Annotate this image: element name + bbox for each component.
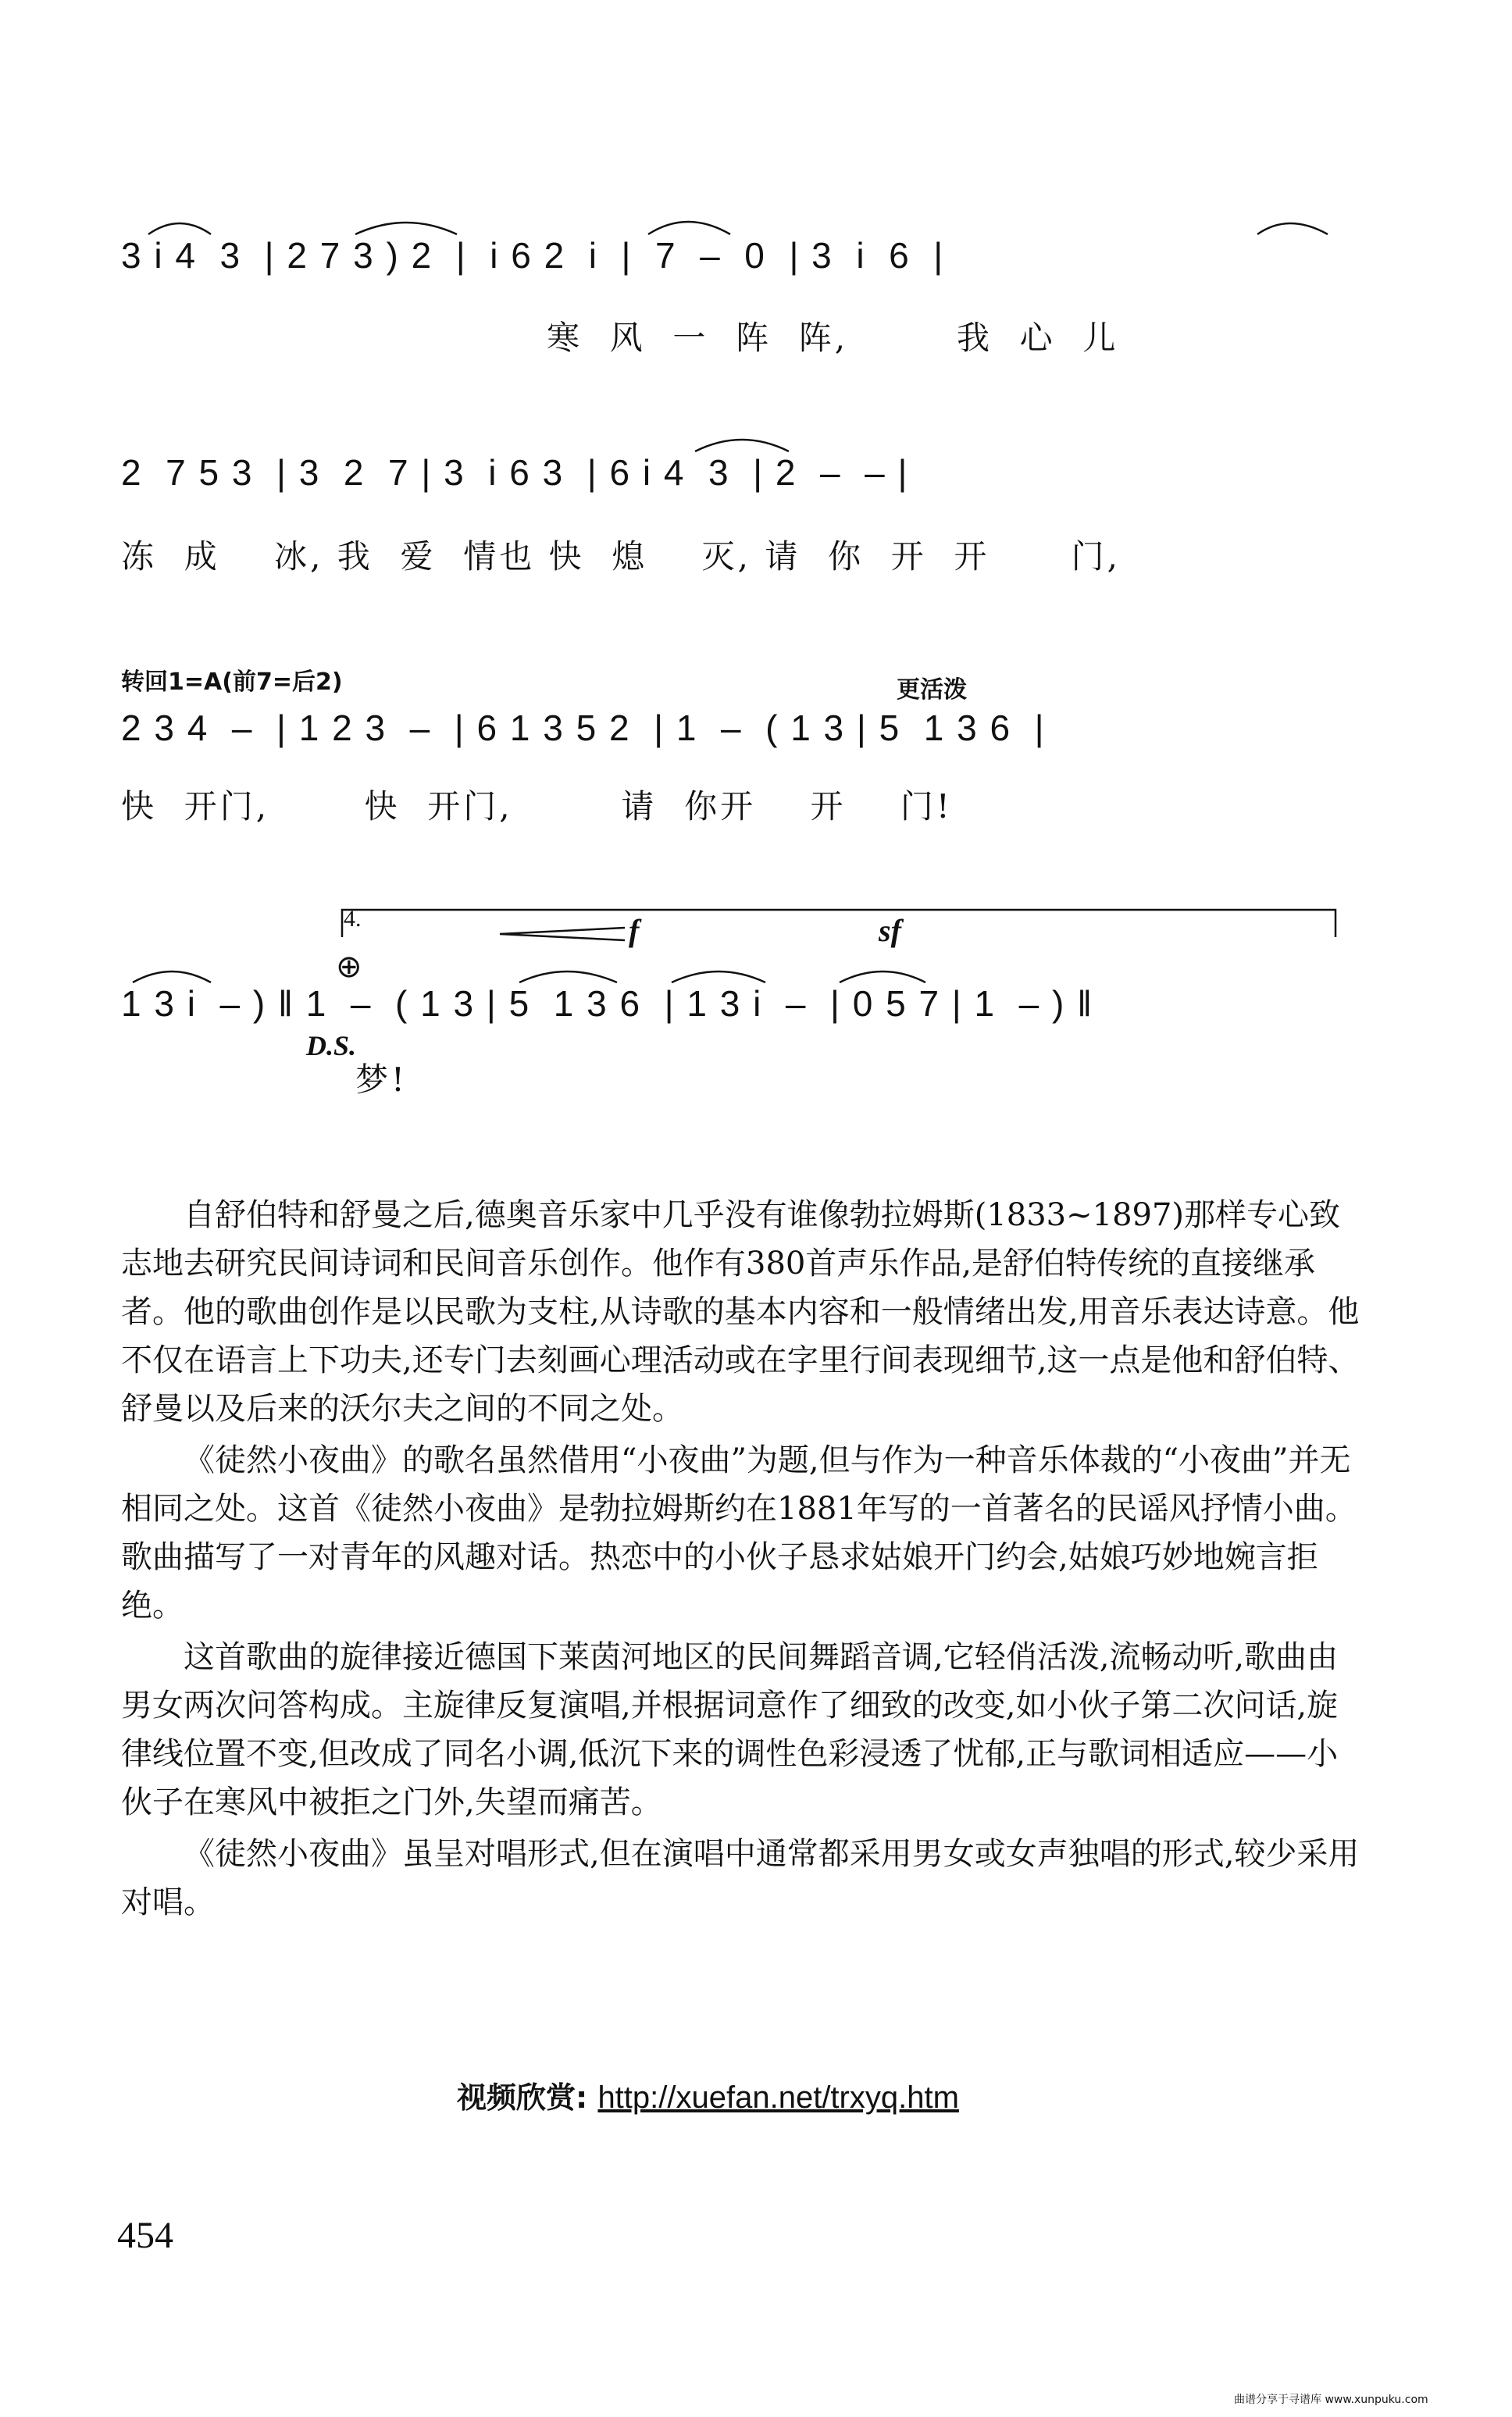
video-label: 视频欣赏: bbox=[457, 2080, 588, 2115]
tempo-marking: 更活泼 bbox=[897, 676, 967, 704]
crescendo-hairpin bbox=[500, 928, 625, 940]
slur bbox=[840, 971, 925, 982]
score-system4-lyrics: 梦! bbox=[355, 1061, 408, 1099]
article-paragraph: 自舒伯特和舒曼之后,德奥音乐家中几乎没有谁像勃拉姆斯(1833~1897)那样专心致志地去研究民间诗词和民间音乐创作。他作有380首声乐作品,是舒伯特传统的直接继承者。他的歌曲创作是以民歌为支柱,从诗歌的基本内容和一般情绪出发,用音乐表达诗意。他不仅在语言上下功夫,还专门去刻画心理活动或在字里行间表现细节,这一点是他和舒伯特、舒曼以及后来的沃尔夫之间的不同之处。 bbox=[121, 1197, 1360, 1427]
score-system1-notes: 3 i 4 3 | 2 7 3 ) 2 | i 6 2 i | 7 – 0 | 3 i 6 | bbox=[121, 235, 945, 276]
article-body bbox=[121, 1191, 1363, 1930]
slur bbox=[148, 223, 211, 234]
article-paragraph: 《徒然小夜曲》虽呈对唱形式,但在演唱中通常都采用男女或女声独唱的形式,较少采用对唱。 bbox=[121, 1836, 1360, 1920]
slur bbox=[355, 223, 457, 234]
volta-number: 4. bbox=[344, 906, 362, 932]
score-system2-lyrics: 冻 成 冰, 我 爱 情也 快 熄 灭, 请 你 开 开 门, bbox=[121, 537, 1121, 576]
slur bbox=[672, 971, 765, 982]
volta-bracket bbox=[342, 910, 1335, 937]
dal-segno-marking: D.S. bbox=[306, 1030, 357, 1061]
score-system1-lyrics: 寒 风 一 阵 阵, 我 心 儿 bbox=[547, 319, 1119, 357]
modulation-label: 转回1=A(前7=后2) bbox=[121, 668, 343, 696]
dynamic-sforzando: sf bbox=[879, 913, 901, 948]
article-paragraph: 《徒然小夜曲》的歌名虽然借用“小夜曲”为题,但与作为一种音乐体裁的“小夜曲”并无相同之处。这首《徒然小夜曲》是勃拉姆斯约在1881年写的一首著名的民谣风抒情小曲。歌曲描写了一对青年的风趣对话。热恋中的小伙子恳求姑娘开门约会,姑娘巧妙地婉言拒绝。 bbox=[121, 1442, 1357, 1624]
score-system3-lyrics: 快 开门, 快 开门, 请 你开 开 门! bbox=[121, 787, 953, 825]
slur bbox=[519, 971, 617, 982]
segno-icon: ⊕ bbox=[336, 949, 362, 985]
slur bbox=[1257, 223, 1328, 234]
article-paragraph: 这首歌曲的旋律接近德国下莱茵河地区的民间舞蹈音调,它轻俏活泼,流畅动听,歌曲由男女两次问答构成。主旋律反复演唱,并根据词意作了细致的改变,如小伙子第二次问话,旋律线位置不变,但改成了同名小调,低沉下来的调性色彩浸透了忧郁,正与歌词相适应——小伙子在寒风中被拒之门外,失望而痛苦。 bbox=[121, 1639, 1339, 1820]
slur bbox=[648, 222, 730, 234]
slur bbox=[695, 440, 789, 451]
page-number: 454 bbox=[117, 2215, 173, 2256]
score-system2-notes: 2 7 5 3 | 3 2 7 | 3 i 6 3 | 6 i 4 3 | 2 – – | bbox=[121, 452, 909, 493]
score-system3-notes: 2 3 4 – | 1 2 3 – | 6 1 3 5 2 | 1 – ( 1 3 | 5 1 3 6 | bbox=[121, 708, 1046, 748]
video-section bbox=[457, 2073, 959, 2116]
dynamic-forte: f bbox=[629, 913, 640, 948]
footer-watermark: 曲谱分享于寻谱库 www.xunpuku.com bbox=[1234, 2394, 1428, 2406]
video-link[interactable]: http://xuefan.net/trxyq.htm bbox=[597, 2080, 959, 2115]
score-system4-notes: 1 3 i – ) ‖ 1 – ( 1 3 | 5 1 3 6 | 1 3 i – | 0 5 7 | 1 – ) ‖ bbox=[121, 983, 1094, 1024]
slur bbox=[133, 971, 211, 982]
